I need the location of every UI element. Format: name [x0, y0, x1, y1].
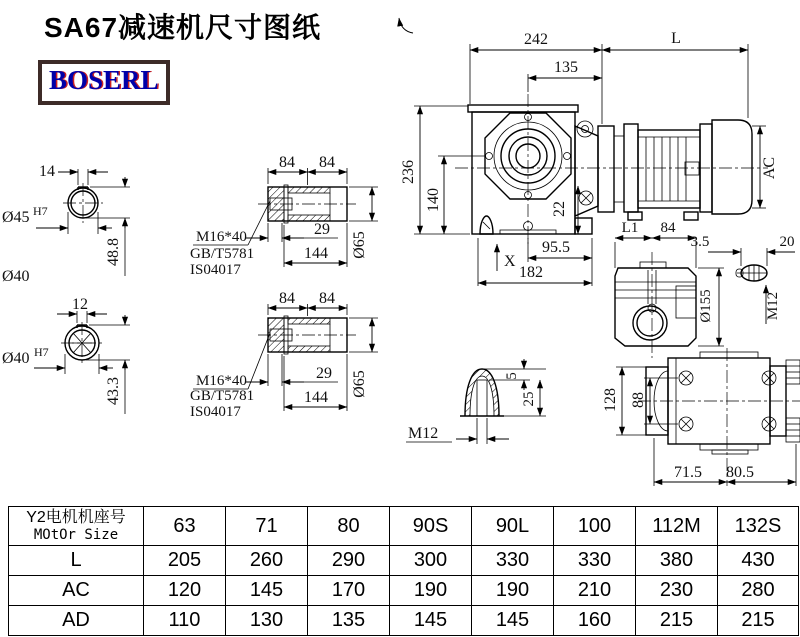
- dim-84a: 84: [279, 154, 295, 171]
- dim-O65-1: Ø65: [351, 231, 368, 259]
- bore-view-40: [2, 296, 130, 414]
- bolt-std2-2: IS04017: [190, 404, 241, 420]
- dim-88: 88: [630, 392, 647, 408]
- row-label-AC: AC: [9, 576, 144, 606]
- row-label-AD: AD: [9, 606, 144, 636]
- dim-84d: 84: [319, 290, 335, 307]
- col-90L: 90L: [472, 507, 554, 546]
- cell-L-100: 330: [554, 546, 636, 576]
- dim-O155: Ø155: [698, 289, 714, 323]
- cursor-arrow: [399, 18, 413, 33]
- dim-135: 135: [554, 59, 578, 76]
- motor-size-table: [8, 506, 799, 636]
- cell-L-112M: 380: [636, 546, 718, 576]
- bolt-std2-1: IS04017: [190, 262, 241, 278]
- col-71: 71: [226, 507, 308, 546]
- cell-L-71: 260: [226, 546, 308, 576]
- cell-AC-63: 120: [144, 576, 226, 606]
- bore-view-45: [2, 163, 130, 285]
- dim-29-1: 29: [314, 221, 330, 238]
- dim-128: 128: [602, 388, 619, 412]
- dim-84c: 84: [279, 290, 295, 307]
- header-motor-size-en: MOtOr Size: [33, 527, 119, 543]
- bolt-std1-1: GB/T5781: [190, 246, 255, 262]
- dim-242: 242: [524, 31, 548, 48]
- cell-AC-80: 170: [308, 576, 390, 606]
- cell-AD-63: 110: [144, 606, 226, 636]
- bolt-spec-2: M16*40: [196, 373, 247, 389]
- cell-AD-100: 160: [554, 606, 636, 636]
- dim-236: 236: [400, 160, 417, 184]
- cell-AC-90L: 190: [472, 576, 554, 606]
- cell-AC-112M: 230: [636, 576, 718, 606]
- table-row-AD: [9, 606, 799, 636]
- dim-O65-2: Ø65: [351, 370, 368, 398]
- dim-5: 5: [504, 372, 520, 380]
- bolt-spec-1: M16*40: [196, 229, 247, 245]
- dim-bore-40: Ø40: [2, 350, 30, 367]
- dim-48-8: 48.8: [105, 238, 122, 266]
- cell-AD-132S: 215: [718, 606, 799, 636]
- dim-20: 20: [779, 234, 795, 250]
- cell-AD-71: 130: [226, 606, 308, 636]
- dim-144-2: 144: [304, 389, 328, 406]
- label-O40: Ø40: [2, 268, 30, 285]
- sleeve-view-1: [190, 154, 378, 278]
- col-112M: 112M: [636, 507, 718, 546]
- dim-AC: AC: [761, 156, 778, 180]
- sleeve-view-2: [190, 290, 378, 420]
- col-90S: 90S: [390, 507, 472, 546]
- page-title: SA67减速机尺寸图纸: [44, 12, 322, 43]
- dim-L1: L1: [621, 220, 639, 236]
- cell-AD-90S: 145: [390, 606, 472, 636]
- col-80: 80: [308, 507, 390, 546]
- dim-M12-plug: M12: [765, 291, 781, 321]
- dim-182: 182: [519, 264, 543, 281]
- dim-95-5: 95.5: [542, 239, 570, 256]
- table-row-AC: [9, 576, 799, 606]
- dim-L: L: [671, 30, 681, 47]
- cell-L-90L: 330: [472, 546, 554, 576]
- col-100: 100: [554, 507, 636, 546]
- header-motor-size: [9, 507, 144, 546]
- dim-140: 140: [425, 188, 442, 212]
- dim-84e: 84: [660, 220, 676, 236]
- dim-29-2: 29: [316, 365, 332, 382]
- col-132S: 132S: [718, 507, 799, 546]
- dim-3-5: 3.5: [690, 234, 710, 250]
- cell-L-90S: 300: [390, 546, 472, 576]
- dome-detail: [406, 359, 546, 444]
- cell-L-132S: 430: [718, 546, 799, 576]
- row-label-L: L: [9, 546, 144, 576]
- header-motor-size-cn: Y2电机机座号: [26, 509, 126, 526]
- cell-L-80: 290: [308, 546, 390, 576]
- dim-84b: 84: [319, 154, 335, 171]
- dim-M12-dome: M12: [408, 425, 439, 442]
- bolt-std1-2: GB/T5781: [190, 388, 255, 404]
- cell-L-63: 205: [144, 546, 226, 576]
- top-view: [602, 348, 800, 486]
- cell-AD-90L: 145: [472, 606, 554, 636]
- cell-AC-90S: 190: [390, 576, 472, 606]
- dim-25: 25: [521, 391, 537, 407]
- dim-144-1: 144: [304, 245, 328, 262]
- dim-bore-45-tol: H7: [33, 204, 48, 218]
- dim-43-3: 43.3: [105, 377, 122, 405]
- dim-bore-45: Ø45: [2, 209, 30, 226]
- cell-AC-71: 145: [226, 576, 308, 606]
- dim-71-5: 71.5: [674, 464, 702, 481]
- dim-X: X: [504, 253, 516, 270]
- table-header-row: [9, 507, 799, 546]
- cell-AC-132S: 280: [718, 576, 799, 606]
- brand-logo-text: BOSERL: [49, 65, 159, 95]
- cell-AD-80: 135: [308, 606, 390, 636]
- table-row-L: [9, 546, 799, 576]
- col-63: 63: [144, 507, 226, 546]
- cell-AC-100: 210: [554, 576, 636, 606]
- dim-80-5: 80.5: [726, 464, 754, 481]
- dim-22: 22: [551, 201, 568, 217]
- dim-keyway-14: 14: [39, 163, 55, 180]
- dim-keyway-12: 12: [72, 296, 88, 313]
- main-view: [400, 30, 778, 286]
- cell-AD-112M: 215: [636, 606, 718, 636]
- dim-bore-40-tol: H7: [34, 345, 49, 359]
